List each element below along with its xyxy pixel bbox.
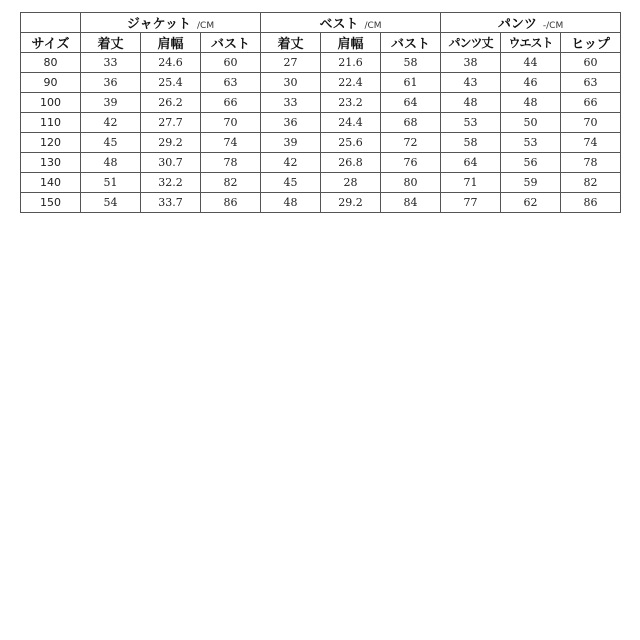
table-row bbox=[21, 73, 621, 93]
table-cell: 46 bbox=[501, 73, 561, 93]
table-row bbox=[21, 173, 621, 193]
size-cell: 150 bbox=[21, 193, 81, 213]
table-cell: 78 bbox=[201, 153, 261, 173]
table-cell: 58 bbox=[381, 53, 441, 73]
table-cell: 61 bbox=[381, 73, 441, 93]
table-cell: 60 bbox=[201, 53, 261, 73]
table-cell: 53 bbox=[501, 133, 561, 153]
group-label: パンツ bbox=[497, 17, 537, 32]
table-row bbox=[21, 93, 621, 113]
table-cell: 80 bbox=[381, 173, 441, 193]
table-cell: 22.4 bbox=[321, 73, 381, 93]
table-cell: 54 bbox=[81, 193, 141, 213]
table-cell: 74 bbox=[561, 133, 621, 153]
table-cell: 45 bbox=[81, 133, 141, 153]
column-header-pants-hip: ヒップ bbox=[561, 33, 621, 53]
group-unit: /CM bbox=[197, 21, 215, 31]
table-row bbox=[21, 193, 621, 213]
corner-cell bbox=[21, 13, 81, 33]
table-cell: 86 bbox=[201, 193, 261, 213]
column-header-jacket-length: 着丈 bbox=[81, 33, 141, 53]
table-row bbox=[21, 53, 621, 73]
table-cell: 58 bbox=[441, 133, 501, 153]
table-cell: 82 bbox=[201, 173, 261, 193]
group-label: ジャケット bbox=[126, 17, 191, 32]
table-cell: 53 bbox=[441, 113, 501, 133]
table-cell: 33 bbox=[81, 53, 141, 73]
table-cell: 30.7 bbox=[141, 153, 201, 173]
size-cell: 110 bbox=[21, 113, 81, 133]
table-cell: 66 bbox=[561, 93, 621, 113]
table-row bbox=[21, 113, 621, 133]
column-header-row bbox=[21, 33, 621, 53]
table-cell: 25.6 bbox=[321, 133, 381, 153]
size-chart-table bbox=[20, 12, 621, 213]
group-header-row bbox=[21, 13, 621, 33]
group-unit: /CM bbox=[364, 21, 382, 31]
table-cell: 29.2 bbox=[321, 193, 381, 213]
table-cell: 26.2 bbox=[141, 93, 201, 113]
table-cell: 28 bbox=[321, 173, 381, 193]
table-cell: 72 bbox=[381, 133, 441, 153]
table-cell: 78 bbox=[561, 153, 621, 173]
table-cell: 21.6 bbox=[321, 53, 381, 73]
table-cell: 25.4 bbox=[141, 73, 201, 93]
column-header-pants-waist: ウエスト bbox=[501, 33, 561, 53]
table-cell: 48 bbox=[441, 93, 501, 113]
table-cell: 86 bbox=[561, 193, 621, 213]
table-cell: 70 bbox=[201, 113, 261, 133]
group-label: ベスト bbox=[319, 17, 359, 32]
column-header-pants-length: パンツ丈 bbox=[441, 33, 501, 53]
size-cell: 130 bbox=[21, 153, 81, 173]
table-cell: 84 bbox=[381, 193, 441, 213]
column-header-size: サイズ bbox=[21, 33, 81, 53]
column-header-vest-shoulder: 肩幅 bbox=[321, 33, 381, 53]
table-cell: 32.2 bbox=[141, 173, 201, 193]
table-cell: 64 bbox=[441, 153, 501, 173]
table-cell: 48 bbox=[261, 193, 321, 213]
group-header-jacket bbox=[81, 13, 261, 33]
table-cell: 82 bbox=[561, 173, 621, 193]
table-cell: 43 bbox=[441, 73, 501, 93]
table-cell: 44 bbox=[501, 53, 561, 73]
table-cell: 48 bbox=[501, 93, 561, 113]
table-cell: 48 bbox=[81, 153, 141, 173]
table-cell: 27.7 bbox=[141, 113, 201, 133]
column-header-jacket-bust: バスト bbox=[201, 33, 261, 53]
table-cell: 56 bbox=[501, 153, 561, 173]
table-cell: 68 bbox=[381, 113, 441, 133]
table-cell: 23.2 bbox=[321, 93, 381, 113]
table-row bbox=[21, 133, 621, 153]
table-cell: 51 bbox=[81, 173, 141, 193]
table-cell: 29.2 bbox=[141, 133, 201, 153]
table-cell: 33 bbox=[261, 93, 321, 113]
table-cell: 39 bbox=[81, 93, 141, 113]
size-cell: 140 bbox=[21, 173, 81, 193]
group-header-pants bbox=[441, 13, 621, 33]
table-cell: 36 bbox=[81, 73, 141, 93]
table-cell: 42 bbox=[261, 153, 321, 173]
size-cell: 120 bbox=[21, 133, 81, 153]
table-cell: 24.6 bbox=[141, 53, 201, 73]
table-cell: 77 bbox=[441, 193, 501, 213]
table-cell: 66 bbox=[201, 93, 261, 113]
table-cell: 33.7 bbox=[141, 193, 201, 213]
size-cell: 100 bbox=[21, 93, 81, 113]
table-cell: 76 bbox=[381, 153, 441, 173]
table-cell: 26.8 bbox=[321, 153, 381, 173]
table-cell: 59 bbox=[501, 173, 561, 193]
table-cell: 27 bbox=[261, 53, 321, 73]
column-header-jacket-shoulder: 肩幅 bbox=[141, 33, 201, 53]
table-cell: 36 bbox=[261, 113, 321, 133]
column-header-vest-length: 着丈 bbox=[261, 33, 321, 53]
group-header-vest bbox=[261, 13, 441, 33]
table-row bbox=[21, 153, 621, 173]
size-cell: 90 bbox=[21, 73, 81, 93]
table-cell: 74 bbox=[201, 133, 261, 153]
table-cell: 71 bbox=[441, 173, 501, 193]
size-cell: 80 bbox=[21, 53, 81, 73]
table-cell: 60 bbox=[561, 53, 621, 73]
table-cell: 45 bbox=[261, 173, 321, 193]
table-cell: 30 bbox=[261, 73, 321, 93]
table-cell: 38 bbox=[441, 53, 501, 73]
table-cell: 64 bbox=[381, 93, 441, 113]
table-cell: 70 bbox=[561, 113, 621, 133]
table-cell: 39 bbox=[261, 133, 321, 153]
table-cell: 24.4 bbox=[321, 113, 381, 133]
table-cell: 63 bbox=[561, 73, 621, 93]
table-cell: 62 bbox=[501, 193, 561, 213]
table-cell: 42 bbox=[81, 113, 141, 133]
table-cell: 50 bbox=[501, 113, 561, 133]
table-cell: 63 bbox=[201, 73, 261, 93]
column-header-vest-bust: バスト bbox=[381, 33, 441, 53]
group-unit: -/CM bbox=[542, 21, 564, 31]
